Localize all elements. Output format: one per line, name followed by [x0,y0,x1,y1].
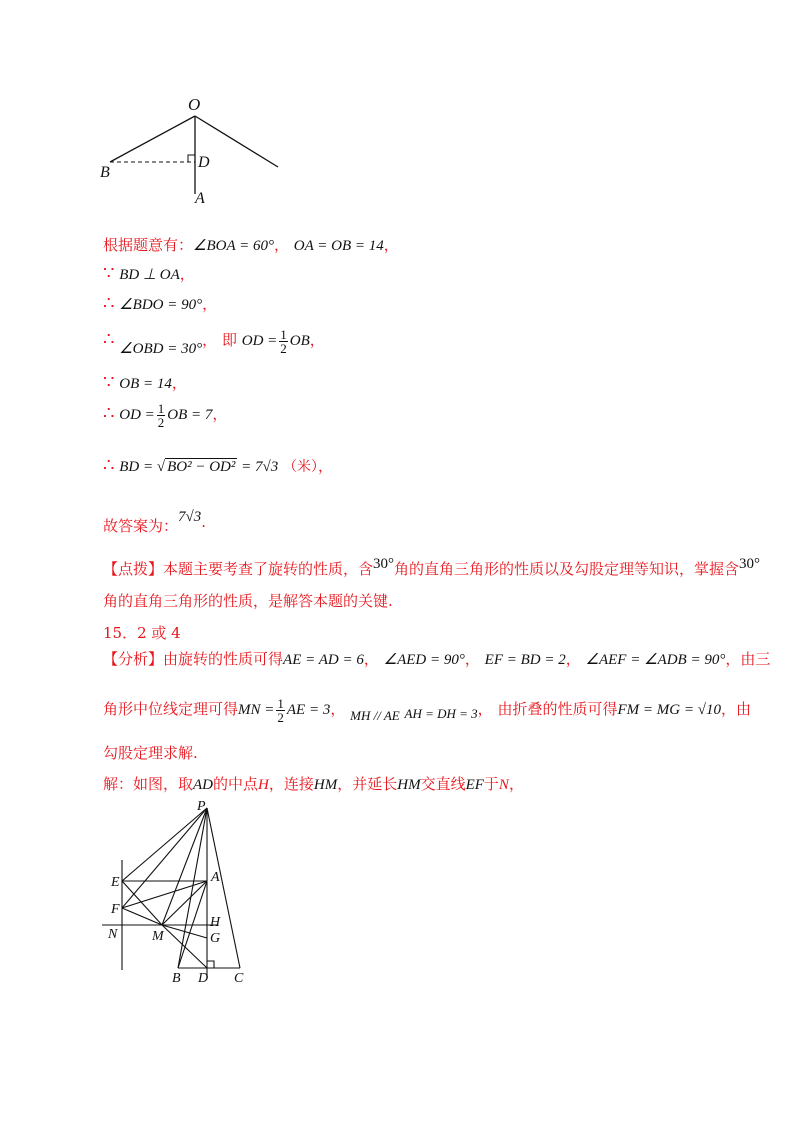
q15-analysis-line2 [103,697,751,724]
math-part: OB = 7 [167,406,213,423]
label-h: H [210,915,221,930]
label-e: E [111,875,120,890]
math-n: N [498,777,509,793]
math-part: AE = 3 [286,701,331,718]
comma: ， [309,330,325,349]
dianbo-line1 [103,558,760,579]
fraction-half [157,402,166,429]
fraction-den: 2 [157,415,165,430]
fraction-num: 1 [157,401,165,416]
q15-solution-line [103,773,524,794]
math-part: OB [289,332,310,349]
comma: ， [464,650,480,668]
label-n: N [108,927,118,942]
radicand: BO² − OD² [167,459,236,475]
q15-analysis-line3: 勾股定理求解. [103,744,198,762]
comma: ， [202,295,218,313]
comma: ， [318,457,334,475]
math-h: H [258,777,269,793]
line-obd [103,328,325,355]
analysis-text: ，由三 [725,650,771,668]
math-answer: 7√3 [178,509,202,525]
unit-meter: （米） [283,459,319,475]
q15-heading: 15．2 或 4 [103,624,181,642]
comma: ， [330,699,346,718]
solution-text: ，并延长 [337,775,398,793]
comma: ， [212,404,228,423]
segment-pe [122,808,207,881]
label-o: O [188,95,201,114]
math-ef: EF [465,777,484,793]
solution-text: 的中点 [213,775,259,793]
line-given [103,234,399,255]
analysis-tag: 【分析】 [103,650,164,668]
analysis-text: ，由 [720,699,751,718]
label-a: A [211,870,220,885]
figure-rotation-diagram [90,90,300,210]
math-ef-bd: EF = BD = 2 [484,652,566,668]
line-bdo [103,293,217,314]
math-fm-mg: FM = MG = √10 [617,701,721,718]
therefore-symbol: ∴ [103,293,115,314]
solution-text: 交直线 [420,775,466,793]
figure-folding-diagram [100,798,260,988]
dianbo-text: 本题主要考查了旋转的性质，含 [163,560,374,578]
math-od-half-ob [241,327,310,356]
comma: ， [565,650,581,668]
period: . [201,513,207,531]
analysis-text: 角形中位线定理可得 [103,699,239,718]
segment-pm [162,808,207,925]
text-answer-prefix: 故答案为： [103,517,179,535]
label-c: C [234,971,244,986]
therefore-symbol: ∴ [103,402,115,424]
label-d: D [198,971,209,986]
math-part: MN = [238,701,275,718]
comma: ， [363,650,379,668]
fraction-half [279,328,288,355]
fraction-den: 2 [277,710,284,725]
line-answer [103,509,207,535]
comma: ， [273,236,289,254]
solution-text: 解：如图，取 [103,775,194,793]
solution-text: ，连接 [268,775,314,793]
math-part: OD = [119,406,155,423]
label-b: B [172,971,181,986]
segment-fm [122,908,162,925]
math-angle-aed: ∠AED = 90° [383,652,465,668]
q15-analysis-line1 [103,648,770,669]
math-angle-aef: ∠AEF = ∠ADB = 90° [585,652,726,668]
label-f: F [111,902,120,917]
math-angle-obd: ∠OBD = 30° [119,340,203,357]
math-bd-sqrt: BD = √ BO² − OD² = 7√3 [119,459,279,475]
therefore-symbol: ∴ [103,455,115,476]
math-ad: AD [193,777,214,793]
math-30deg: 30° [373,556,395,572]
segment-em [122,881,162,925]
right-angle-mark [188,155,195,162]
dianbo-line2 [103,590,393,611]
label-p: P [197,799,206,814]
line-bd-perp [103,263,195,284]
comma: ， [202,330,218,349]
text-ji: 即 [221,330,237,349]
solution-text: 于 [483,775,499,793]
fraction-num: 1 [280,327,287,342]
math-mn-half-ae [238,696,331,725]
math-part: = 7√3 [241,459,279,475]
math-angle-bdo: ∠BDO = 90° [119,297,203,313]
segment-ob [110,116,195,162]
fraction-den: 2 [280,341,287,356]
since-symbol: ∵ [103,372,115,393]
comma: ， [171,374,187,392]
fraction-half [276,697,285,724]
since-symbol: ∵ [103,263,115,284]
math-ob-14: OB = 14 [119,376,172,392]
math-part: BD = [119,459,154,475]
fraction-num: 1 [277,696,284,711]
math-ae-ad: AE = AD = 6 [283,652,364,668]
math-angle-boa: ∠BOA = 60° [193,238,274,254]
math-od-7 [119,401,213,430]
solution-text: ， [508,775,524,793]
line-od-7 [103,402,227,429]
math-hm: HM [313,777,338,793]
dianbo-text: 角的直角三角形的性质以及勾股定理等知识，掌握含 [394,560,740,578]
dianbo-text: 角的直角三角形的性质，是解答本题的关键. [103,592,393,610]
math-part: OD = [241,332,278,349]
math-ah-dh: AH = DH = 3 [404,705,478,721]
math-oa-ob: OA = OB = 14 [293,238,384,254]
text-given-prefix: 根据题意有： [103,236,194,254]
label-m: M [152,929,164,944]
math-mh-parallel-ae: MH // AE [350,707,400,723]
dianbo-tag: 【点拨】 [103,560,164,578]
comma: ， [383,236,399,254]
line-bd-result [103,455,333,476]
math-30deg: 30° [739,556,761,572]
math-bd-perp-oa: BD ⊥ OA [119,267,180,283]
math-hm: HM [397,777,421,793]
label-b: B [100,164,110,181]
label-g: G [210,931,221,946]
comma: ， [477,699,493,718]
label-d: D [198,154,210,171]
comma: ， [179,265,195,283]
therefore-symbol: ∴ [103,328,115,350]
label-a: A [195,190,205,207]
analysis-text: 由折叠的性质可得 [497,699,618,718]
right-angle-mark [207,961,214,968]
line-ob-14 [103,372,187,393]
analysis-text: 由旋转的性质可得 [163,650,284,668]
